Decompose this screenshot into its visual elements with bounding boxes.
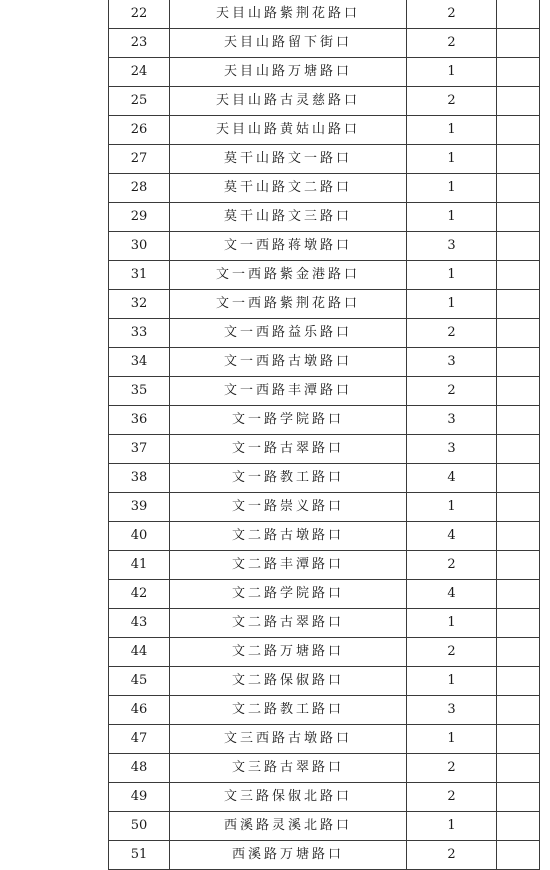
count-cell: 1 bbox=[407, 493, 497, 522]
row-number-cell: 47 bbox=[109, 725, 170, 754]
table-row bbox=[109, 580, 540, 609]
note-cell bbox=[497, 551, 540, 580]
note-cell bbox=[497, 609, 540, 638]
count-cell: 3 bbox=[407, 406, 497, 435]
table-row bbox=[109, 406, 540, 435]
count-cell: 2 bbox=[407, 87, 497, 116]
row-number-cell: 41 bbox=[109, 551, 170, 580]
intersection-name-cell: 西溪路灵溪北路口 bbox=[170, 812, 407, 841]
count-cell: 2 bbox=[407, 551, 497, 580]
row-number-cell: 39 bbox=[109, 493, 170, 522]
table-row bbox=[109, 725, 540, 754]
count-cell: 2 bbox=[407, 783, 497, 812]
intersection-name-cell: 天目山路黄姑山路口 bbox=[170, 116, 407, 145]
intersection-name-cell: 文一西路紫荆花路口 bbox=[170, 290, 407, 319]
note-cell bbox=[497, 203, 540, 232]
note-cell bbox=[497, 29, 540, 58]
intersection-name-cell: 文二路古墩路口 bbox=[170, 522, 407, 551]
row-number-cell: 37 bbox=[109, 435, 170, 464]
row-number-cell: 38 bbox=[109, 464, 170, 493]
intersection-name-cell: 莫干山路文一路口 bbox=[170, 145, 407, 174]
intersection-name-cell: 文一路教工路口 bbox=[170, 464, 407, 493]
intersection-name-cell: 文二路丰潭路口 bbox=[170, 551, 407, 580]
table-row bbox=[109, 638, 540, 667]
intersection-name-cell: 文一路学院路口 bbox=[170, 406, 407, 435]
intersection-name-cell: 文一西路丰潭路口 bbox=[170, 377, 407, 406]
count-cell: 1 bbox=[407, 116, 497, 145]
note-cell bbox=[497, 261, 540, 290]
row-number-cell: 43 bbox=[109, 609, 170, 638]
note-cell bbox=[497, 725, 540, 754]
note-cell bbox=[497, 783, 540, 812]
intersection-name-cell: 文二路教工路口 bbox=[170, 696, 407, 725]
note-cell bbox=[497, 377, 540, 406]
intersection-name-cell: 天目山路紫荆花路口 bbox=[170, 0, 407, 29]
table-row bbox=[109, 116, 540, 145]
note-cell bbox=[497, 667, 540, 696]
row-number-cell: 22 bbox=[109, 0, 170, 29]
count-cell: 4 bbox=[407, 580, 497, 609]
intersection-name-cell: 文一西路紫金港路口 bbox=[170, 261, 407, 290]
table-row bbox=[109, 551, 540, 580]
table-row bbox=[109, 812, 540, 841]
table-row bbox=[109, 696, 540, 725]
note-cell bbox=[497, 319, 540, 348]
intersection-name-cell: 文三路保俶北路口 bbox=[170, 783, 407, 812]
table-row bbox=[109, 522, 540, 551]
note-cell bbox=[497, 493, 540, 522]
count-cell: 2 bbox=[407, 841, 497, 870]
count-cell: 2 bbox=[407, 754, 497, 783]
table-row bbox=[109, 58, 540, 87]
row-number-cell: 31 bbox=[109, 261, 170, 290]
intersection-table-page bbox=[108, 0, 539, 870]
table-row bbox=[109, 841, 540, 870]
row-number-cell: 24 bbox=[109, 58, 170, 87]
note-cell bbox=[497, 522, 540, 551]
table-row bbox=[109, 464, 540, 493]
count-cell: 4 bbox=[407, 464, 497, 493]
note-cell bbox=[497, 290, 540, 319]
row-number-cell: 34 bbox=[109, 348, 170, 377]
table-row bbox=[109, 145, 540, 174]
intersection-name-cell: 文二路保俶路口 bbox=[170, 667, 407, 696]
row-number-cell: 44 bbox=[109, 638, 170, 667]
intersection-name-cell: 天目山路万塘路口 bbox=[170, 58, 407, 87]
note-cell bbox=[497, 754, 540, 783]
count-cell: 3 bbox=[407, 696, 497, 725]
row-number-cell: 26 bbox=[109, 116, 170, 145]
note-cell bbox=[497, 232, 540, 261]
row-number-cell: 33 bbox=[109, 319, 170, 348]
intersection-name-cell: 文二路万塘路口 bbox=[170, 638, 407, 667]
row-number-cell: 36 bbox=[109, 406, 170, 435]
count-cell: 1 bbox=[407, 145, 497, 174]
note-cell bbox=[497, 145, 540, 174]
row-number-cell: 42 bbox=[109, 580, 170, 609]
count-cell: 3 bbox=[407, 348, 497, 377]
intersection-name-cell: 莫干山路文二路口 bbox=[170, 174, 407, 203]
table-row bbox=[109, 435, 540, 464]
row-number-cell: 50 bbox=[109, 812, 170, 841]
count-cell: 2 bbox=[407, 638, 497, 667]
count-cell: 3 bbox=[407, 232, 497, 261]
note-cell bbox=[497, 812, 540, 841]
table-row bbox=[109, 493, 540, 522]
intersection-name-cell: 文一西路古墩路口 bbox=[170, 348, 407, 377]
intersection-name-cell: 文一西路益乐路口 bbox=[170, 319, 407, 348]
table-row bbox=[109, 783, 540, 812]
count-cell: 1 bbox=[407, 812, 497, 841]
count-cell: 2 bbox=[407, 29, 497, 58]
row-number-cell: 25 bbox=[109, 87, 170, 116]
note-cell bbox=[497, 464, 540, 493]
row-number-cell: 30 bbox=[109, 232, 170, 261]
intersection-name-cell: 文三西路古墩路口 bbox=[170, 725, 407, 754]
note-cell bbox=[497, 58, 540, 87]
row-number-cell: 51 bbox=[109, 841, 170, 870]
count-cell: 1 bbox=[407, 203, 497, 232]
intersection-name-cell: 天目山路古灵慈路口 bbox=[170, 87, 407, 116]
count-cell: 2 bbox=[407, 0, 497, 29]
count-cell: 1 bbox=[407, 261, 497, 290]
table-row bbox=[109, 348, 540, 377]
row-number-cell: 29 bbox=[109, 203, 170, 232]
table-row bbox=[109, 609, 540, 638]
table-row bbox=[109, 261, 540, 290]
table-row bbox=[109, 29, 540, 58]
note-cell bbox=[497, 348, 540, 377]
table-row bbox=[109, 377, 540, 406]
table-row bbox=[109, 667, 540, 696]
intersection-name-cell: 天目山路留下街口 bbox=[170, 29, 407, 58]
note-cell bbox=[497, 116, 540, 145]
row-number-cell: 45 bbox=[109, 667, 170, 696]
intersection-name-cell: 莫干山路文三路口 bbox=[170, 203, 407, 232]
intersection-name-cell: 文二路古翠路口 bbox=[170, 609, 407, 638]
row-number-cell: 23 bbox=[109, 29, 170, 58]
row-number-cell: 28 bbox=[109, 174, 170, 203]
count-cell: 4 bbox=[407, 522, 497, 551]
table-body bbox=[109, 0, 540, 870]
note-cell bbox=[497, 435, 540, 464]
note-cell bbox=[497, 696, 540, 725]
count-cell: 2 bbox=[407, 377, 497, 406]
intersection-name-cell: 文二路学院路口 bbox=[170, 580, 407, 609]
note-cell bbox=[497, 0, 540, 29]
count-cell: 1 bbox=[407, 725, 497, 754]
row-number-cell: 49 bbox=[109, 783, 170, 812]
count-cell: 3 bbox=[407, 435, 497, 464]
note-cell bbox=[497, 406, 540, 435]
count-cell: 1 bbox=[407, 609, 497, 638]
note-cell bbox=[497, 87, 540, 116]
row-number-cell: 48 bbox=[109, 754, 170, 783]
count-cell: 1 bbox=[407, 174, 497, 203]
count-cell: 2 bbox=[407, 319, 497, 348]
table-row bbox=[109, 0, 540, 29]
count-cell: 1 bbox=[407, 58, 497, 87]
row-number-cell: 46 bbox=[109, 696, 170, 725]
intersection-table bbox=[108, 0, 540, 870]
intersection-name-cell: 文三路古翠路口 bbox=[170, 754, 407, 783]
row-number-cell: 40 bbox=[109, 522, 170, 551]
intersection-name-cell: 文一西路蒋墩路口 bbox=[170, 232, 407, 261]
count-cell: 1 bbox=[407, 667, 497, 696]
note-cell bbox=[497, 174, 540, 203]
count-cell: 1 bbox=[407, 290, 497, 319]
table-row bbox=[109, 754, 540, 783]
table-row bbox=[109, 174, 540, 203]
note-cell bbox=[497, 638, 540, 667]
note-cell bbox=[497, 580, 540, 609]
table-row bbox=[109, 203, 540, 232]
table-row bbox=[109, 232, 540, 261]
row-number-cell: 35 bbox=[109, 377, 170, 406]
intersection-name-cell: 文一路崇义路口 bbox=[170, 493, 407, 522]
intersection-name-cell: 文一路古翠路口 bbox=[170, 435, 407, 464]
intersection-name-cell: 西溪路万塘路口 bbox=[170, 841, 407, 870]
row-number-cell: 27 bbox=[109, 145, 170, 174]
row-number-cell: 32 bbox=[109, 290, 170, 319]
table-row bbox=[109, 87, 540, 116]
table-row bbox=[109, 290, 540, 319]
table-row bbox=[109, 319, 540, 348]
note-cell bbox=[497, 841, 540, 870]
